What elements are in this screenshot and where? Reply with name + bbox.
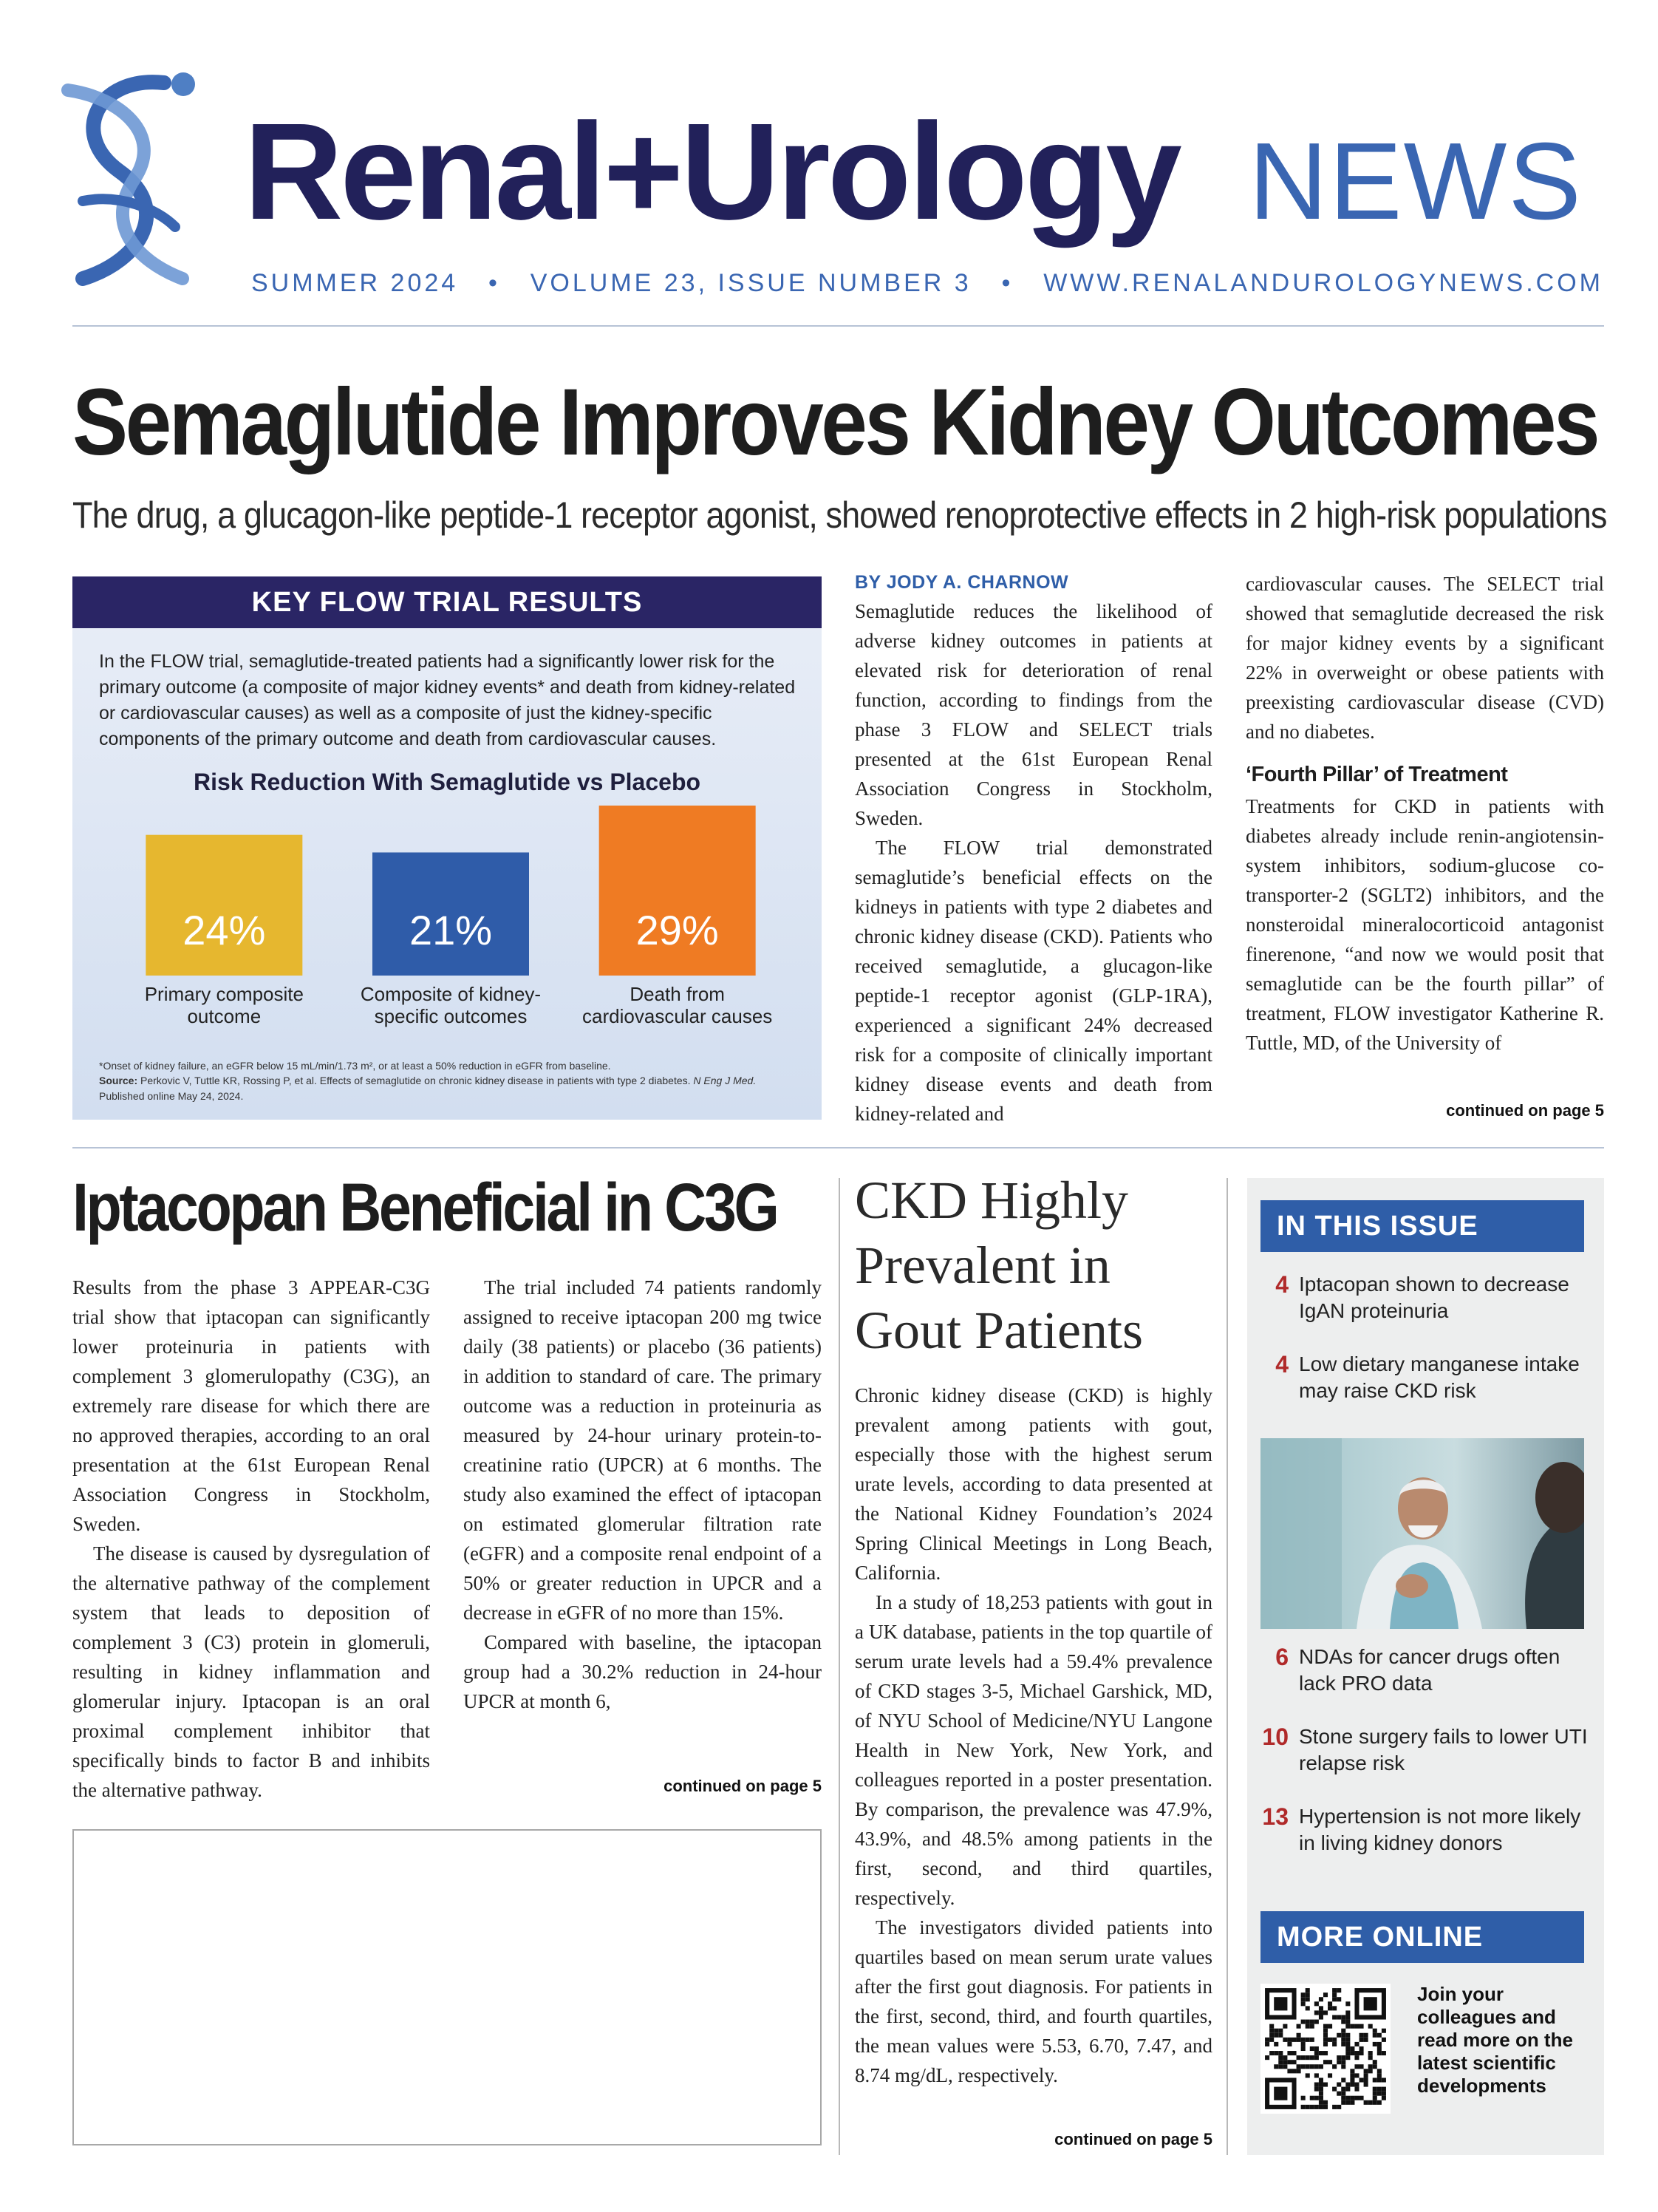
paragraph: In a study of 18,253 patients with gout in a UK database, patients in the top quartile of serum urate levels had a 59.4% prevalence of CKD stages 3-5, Michael Garshick, MD, of NYU School of Medicine/NYU Langone Health in New York, New York, and colleagues reported in a poster presentation. By comparison, the prevalence was 47.9%, 43.9%, and 48.5% among patients in the first, second, and third quartiles, respectively. <box>855 1591 1212 1909</box>
story2-column-2 <box>463 1273 822 1716</box>
story3-column <box>855 1381 1212 2090</box>
more-online-text: Join your colleagues and read more on the latest scientific developments <box>1417 1983 1573 2097</box>
bar-category-label: specific outcomes <box>374 1005 528 1027</box>
toc-page: 4 <box>1275 1351 1289 1378</box>
bar-value-label: 21% <box>409 907 493 953</box>
paragraph: The disease is caused by dysregulation of the alternative pathway of the complement system that leads to deposition of complement 3 (C3) protein in glomeruli, resulting in kidney inflammation and glomerular injury. Iptacopan is an oral proximal complement inhibitor that specifically binds to factor B and inhibits the alternative pathway. <box>72 1542 430 1801</box>
chart-title: Risk Reduction With Semaglutide vs Placebo <box>193 769 701 795</box>
paragraph: Semaglutide reduces the likelihood of adverse kidney outcomes in patients at elevated risk for deterioration of renal function, according to findings from the phase 3 FLOW and SELECT trials presented at the 61st European Renal Association Congress in Stockholm, Sweden. <box>855 600 1212 829</box>
lead-subheading: ‘Fourth Pillar’ of Treatment <box>1246 763 1508 786</box>
section-divider <box>72 1147 1604 1148</box>
toc-item[interactable] <box>1260 1271 1600 1324</box>
lead-subhead: The drug, a glucagon-like peptide-1 receptor agonist, showed renoprotective effects in 2 high-risk populations <box>72 494 1607 536</box>
masthead-title: Renal+Urology <box>244 95 1179 248</box>
toc-page: 10 <box>1262 1723 1289 1750</box>
toc-text: NDAs for cancer drugs often lack PRO data <box>1299 1645 1560 1695</box>
lead-col1-text <box>855 596 1212 1129</box>
toc-text: Iptacopan shown to decrease IgAN proteinuria <box>1299 1273 1569 1322</box>
toc-page: 13 <box>1262 1803 1289 1830</box>
paragraph: Results from the phase 3 APPEAR-C3G trial show that iptacopan can significantly lower proteinuria in patients with complement 3 glomerulopathy (C3G), an extremely rare disease for which there are no approved therapies, according to an oral presentation at the 61st European Renal Association Congress in Stockholm, Sweden. <box>72 1276 430 1535</box>
source-label: Source: <box>99 1075 138 1087</box>
issue-line <box>251 269 1603 298</box>
source-text: Perkovic V, Tuttle KR, Rossing P, et al. Effects of semaglutide on chronic kidney disease in patients with type 2 diabetes. <box>140 1075 691 1087</box>
paragraph: cardiovascular causes. The SELECT trial showed that semaglutide decreased the risk for major kidney events by a significant 22% in overweight or obese patients with preexisting cardiovascular disease (CVD) and no diabetes. <box>1246 573 1604 743</box>
paragraph: The investigators divided patients into quartiles based on mean serum urate values after the first gout diagnosis. For patients in the first, second, third, and fourth quartiles, the mean values were 5.53, 6.70, 7.47, and 8.74 mg/dL, respectively. <box>855 1916 1212 2086</box>
risk-reduction-chart <box>111 798 791 1035</box>
byline: BY JODY A. CHARNOW <box>855 572 1069 593</box>
issue-volume: VOLUME 23, ISSUE NUMBER 3 <box>530 269 972 297</box>
issue-separator: • <box>488 269 500 297</box>
lead-column-1 <box>855 572 1212 1129</box>
key-results-heading: KEY FLOW TRIAL RESULTS <box>72 576 822 628</box>
masthead-divider <box>72 325 1604 327</box>
bar-value-label: 29% <box>635 907 719 953</box>
qr-code-icon[interactable] <box>1260 1984 1391 2114</box>
lead-col2-text <box>1246 569 1604 746</box>
toc-item[interactable] <box>1260 1644 1600 1697</box>
paragraph: Treatments for CKD in patients with diabetes already include renin-angiotensin-system inhibitors, sodium-glucose co-transporter-2 (SGLT2) inhibitors, and the nonsteroidal mineralocorticoid antagonist finerenone, “and now we would posit that semaglutide can be the fourth pillar” of treatment, FLOW investigator Katherine R. Tuttle, MD, of the University of <box>1246 795 1604 1054</box>
column-divider <box>1227 1178 1228 2155</box>
bar-category-label: Death from <box>630 983 725 1005</box>
bar-category-label: cardiovascular causes <box>582 1005 773 1027</box>
toc-item[interactable] <box>1260 1803 1600 1857</box>
bar-category-label: outcome <box>187 1005 262 1027</box>
toc-text: Low dietary manganese intake may raise CKD risk <box>1299 1352 1580 1402</box>
lead-column-2 <box>1246 569 1604 1058</box>
doctor-patient-photo <box>1260 1438 1584 1629</box>
lead-continued-link[interactable]: continued on page 5 <box>1446 1101 1604 1120</box>
source-line <box>99 1073 808 1088</box>
source-journal: N Eng J Med. <box>693 1075 757 1087</box>
story2-continued-link[interactable]: continued on page 5 <box>663 1777 822 1795</box>
issue-separator: • <box>1001 269 1014 297</box>
bar-category-label: Composite of kidney- <box>360 983 542 1005</box>
toc-text: Stone surgery fails to lower UTI relapse risk <box>1299 1725 1588 1774</box>
paragraph: The FLOW trial demonstrated semaglutide’s beneficial effects on the kidneys in patients with type 2 diabetes and chronic kidney disease (CKD). Patients who received semaglutide, a glucagon-like peptide-1 receptor agonist (GLP-1RA), experienced a significant 24% decreased risk for a composite of clinically important kidney disease events and death from kidney-related and <box>855 837 1212 1125</box>
issue-season: SUMMER 2024 <box>251 269 459 297</box>
paragraph: Chronic kidney disease (CKD) is highly prevalent among patients with gout, especially those with the highest serum urate levels, according to data presented at the National Kidney Foundation’s 2024 Spring Clinical Meetings in Long Beach, California. <box>855 1384 1212 1584</box>
footnote-text: *Onset of kidney failure, an eGFR below 15 mL/min/1.73 m², or at least a 50% reduction in eGFR from baseline. <box>99 1060 611 1072</box>
toc-text: Hypertension is not more likely in living kidney donors <box>1299 1805 1581 1854</box>
paragraph: The trial included 74 patients randomly assigned to receive iptacopan 200 mg twice daily (38 patients) or placebo (36 patients) in addition to standard of care. The primary outcome was a reduction in proteinuria as measured by 24-hour urinary protein-to-creatinine ratio (UPCR) at 6 months. The study also examined the effect of iptacopan on estimated glomerular filtration rate (eGFR) and a composite renal endpoint of a 50% or greater reduction in UPCR and a decrease in eGFR of no more than 15%. <box>463 1276 822 1624</box>
bar-value-label: 24% <box>182 907 266 953</box>
bar-1 <box>146 835 302 976</box>
in-this-issue-heading: IN THIS ISSUE <box>1260 1200 1584 1252</box>
key-results-footnote <box>99 1058 808 1103</box>
issue-website[interactable]: WWW.RENALANDUROLOGYNEWS.COM <box>1043 269 1603 297</box>
ad-placeholder <box>72 1829 822 2145</box>
logo-icon <box>53 68 201 290</box>
story3-headline: CKD Highly Prevalent in Gout Patients <box>855 1171 1143 1360</box>
published-line: Published online May 24, 2024. <box>99 1089 244 1102</box>
key-results-body: In the FLOW trial, semaglutide-treated patients had a significantly lower risk for the primary outcome (a composite of major kidney events* and death from kidney-related or cardiovascular causes) as well as a composite of just the kidney-specific components of the primary outcome and death from cardiovascular causes. <box>99 651 796 749</box>
lead-headline: Semaglutide Improves Kidney Outcomes <box>72 370 1598 475</box>
lead-col2-text-2 <box>1246 792 1604 1058</box>
story2-headline: Iptacopan Beneficial in C3G <box>72 1170 777 1245</box>
column-divider <box>839 1178 840 2155</box>
more-online-heading: MORE ONLINE <box>1260 1911 1584 1963</box>
masthead-news: NEWS <box>1249 120 1583 242</box>
toc-item[interactable] <box>1260 1723 1600 1777</box>
bar-category-label: Primary composite <box>144 983 304 1005</box>
toc-page: 4 <box>1275 1271 1289 1298</box>
toc-item[interactable] <box>1260 1351 1600 1404</box>
paragraph: Compared with baseline, the iptacopan group had a 30.2% reduction in 24-hour UPCR at month 6, <box>463 1631 822 1712</box>
story3-continued-link[interactable]: continued on page 5 <box>1054 2130 1212 2148</box>
story2-column-1 <box>72 1273 430 1805</box>
toc-page: 6 <box>1275 1644 1289 1670</box>
